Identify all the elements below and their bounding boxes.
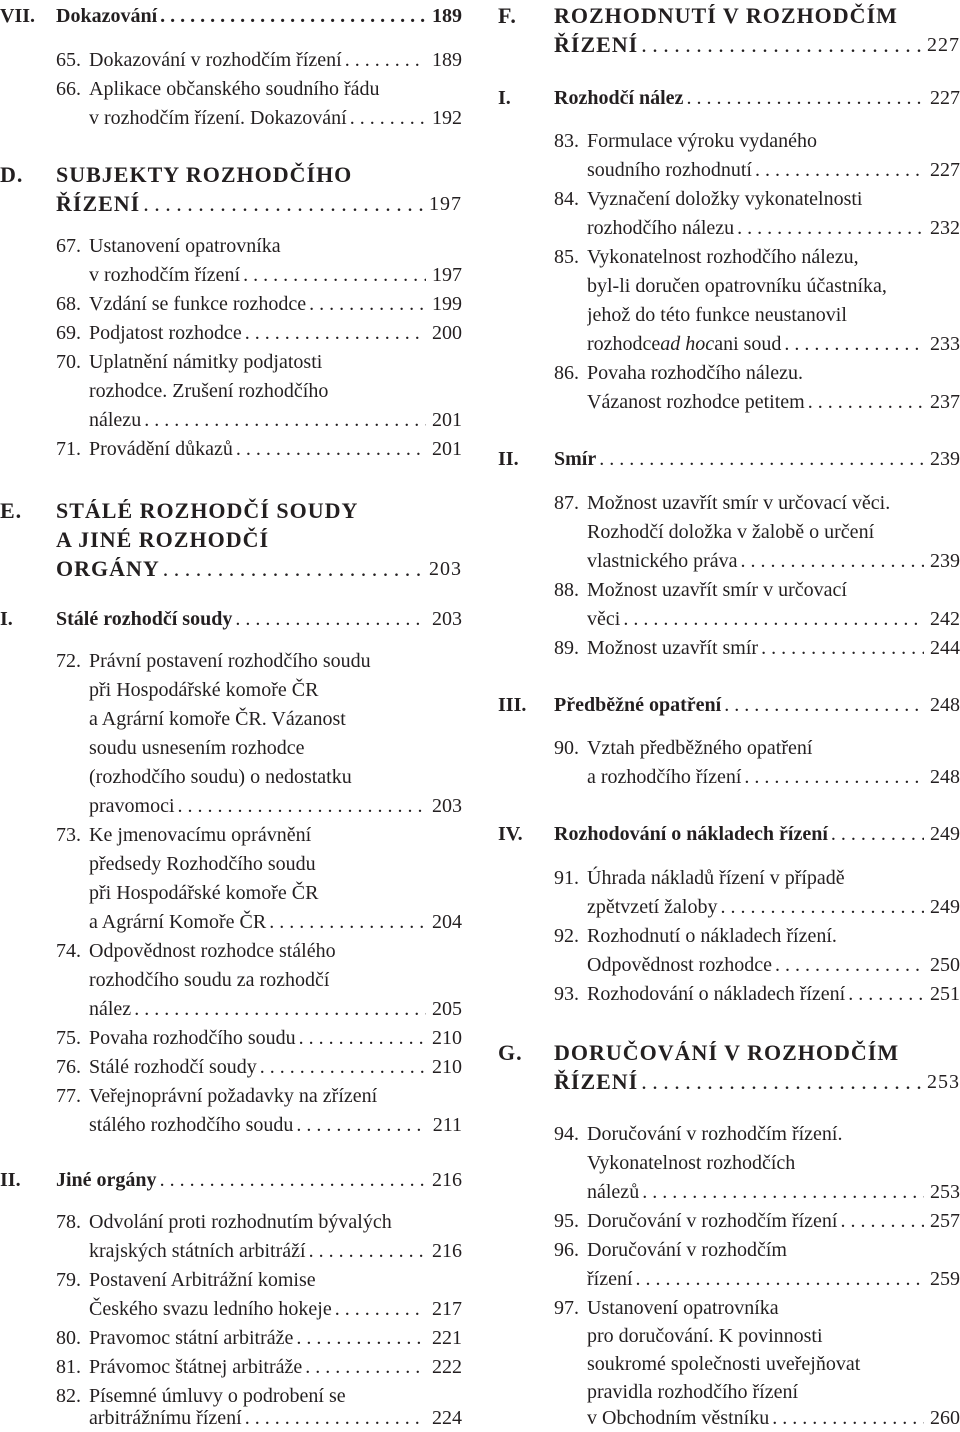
toc-entry[interactable]: 83. Formulace výroku vydaného — [554, 130, 817, 152]
toc-entry-cont[interactable]: nálezu . . . 201 — [0, 406, 462, 434]
toc-subsection[interactable]: III. Předběžné opatření . . . 248 — [498, 691, 960, 719]
toc-entry[interactable]: 72. Právní postavení rozhodčího soudu — [56, 650, 371, 672]
toc-entry[interactable]: 70. Uplatnění námitky podjatosti — [56, 351, 323, 373]
toc-entry[interactable]: 75. Povaha rozhodčího soudu . . . 210 — [0, 1024, 462, 1052]
toc-entry[interactable]: 97. Ustanovení opatrovníka — [554, 1297, 779, 1319]
toc-entry[interactable]: 80. Pravomoc státní arbitráže . . . 221 — [0, 1324, 462, 1352]
toc-entry[interactable]: 78. Odvolání proti rozhodnutím bývalých — [56, 1211, 392, 1233]
toc-entry-cont[interactable]: a Agrární Komoře ČR . . . 204 — [0, 908, 462, 936]
toc-subsection[interactable]: I. Rozhodčí nález . . . 227 — [498, 84, 960, 112]
toc-entry-cont[interactable]: Rozhodčí doložka v žalobě o určení — [587, 521, 875, 543]
toc-entry-cont[interactable]: řízení . . . 259 — [498, 1265, 960, 1293]
toc-entry[interactable]: 82. Písemné úmluvy o podrobení se — [56, 1385, 346, 1407]
toc-entry[interactable]: 87. Možnost uzavřít smír v určovací věci. — [554, 492, 891, 514]
toc-entry[interactable]: 66. Aplikace občanského soudního řádu — [56, 78, 380, 100]
toc-entry-cont[interactable]: rozhodčího soudu za rozhodčí — [89, 969, 330, 991]
toc-entry-cont[interactable]: soudního rozhodnutí . . . 227 — [498, 156, 960, 184]
toc-entry[interactable]: 71. Provádění důkazů . . . 201 — [0, 435, 462, 463]
toc-subsection[interactable]: II. Smír . . . 239 — [498, 445, 960, 473]
toc-entry-cont[interactable]: Českého svazu ledního hokeje . . . 217 — [0, 1295, 462, 1323]
toc-subsection[interactable]: I. Stálé rozhodčí soudy . . . 203 — [0, 605, 462, 633]
toc-entry-cont[interactable]: Odpovědnost rozhodce . . . 250 — [498, 951, 960, 979]
toc-entry-cont[interactable]: byl-li doručen opatrovníku účastníka, — [587, 275, 887, 297]
toc-entry[interactable]: 76. Stálé rozhodčí soudy . . . 210 — [0, 1053, 462, 1081]
toc-entry[interactable]: 67. Ustanovení opatrovníka — [56, 235, 281, 257]
toc-entry-cont[interactable]: nálezů . . . 253 — [498, 1178, 960, 1206]
toc-entry[interactable]: 81. Právomoc štátnej arbitráže . . . 222 — [0, 1353, 462, 1381]
toc-entry-cont[interactable]: a rozhodčího řízení . . . 248 — [498, 763, 960, 791]
toc-entry-cont[interactable]: Vykonatelnost rozhodčích — [587, 1152, 796, 1174]
toc-entry-cont[interactable]: arbitrážnímu řízení . . . 224 — [0, 1404, 462, 1432]
toc-entry-cont[interactable]: rozhodčího nálezu . . . 232 — [498, 214, 960, 242]
toc-entry[interactable]: 92. Rozhodnutí o nákladech řízení. — [554, 925, 837, 947]
toc-subsection[interactable]: IV. Rozhodování o nákladech řízení . . . 249 — [498, 820, 960, 848]
toc-entry-cont[interactable]: při Hospodářské komoře ČR — [89, 679, 319, 701]
toc-entry-cont[interactable]: jehož do této funkce neustanovil — [587, 304, 847, 326]
toc-entry[interactable]: 79. Postavení Arbitrážní komise — [56, 1269, 316, 1291]
toc-entry-cont[interactable]: krajských státních arbitráží . . . 216 — [0, 1237, 462, 1265]
toc-entry-cont[interactable]: soudu usnesením rozhodce — [89, 737, 305, 759]
toc-entry[interactable]: 89. Možnost uzavřít smír . . . 244 — [498, 634, 960, 662]
toc-entry-cont[interactable]: pravomoci . . . 203 — [0, 792, 462, 820]
toc-chapter[interactable]: VII. Dokazování . . . 189 — [0, 2, 462, 30]
toc-entry[interactable]: 74. Odpovědnost rozhodce stálého — [56, 940, 336, 962]
toc-entry-cont[interactable]: a Agrární komoře ČR. Vázanost — [89, 708, 346, 730]
toc-entry-cont[interactable]: rozhodce ad hoc ani soud . . . 233 — [498, 330, 960, 358]
toc-entry-cont[interactable]: vlastnického práva . . . 239 — [498, 547, 960, 575]
toc-section-heading[interactable]: ORGÁNY . . . 203 — [0, 555, 462, 583]
toc-entry-cont[interactable]: zpětvzetí žaloby . . . 249 — [498, 893, 960, 921]
toc-entry[interactable]: 95. Doručování v rozhodčím řízení . . . 257 — [498, 1207, 960, 1235]
toc-section-heading[interactable]: A JINÉ ROZHODČÍ — [56, 527, 270, 552]
toc-section-heading[interactable]: E. STÁLÉ ROZHODČÍ SOUDY — [0, 498, 359, 523]
toc-section-heading[interactable]: ŘÍZENÍ . . . 197 — [0, 190, 462, 218]
toc-entry-cont[interactable]: v Obchodním věstníku . . . 260 — [498, 1404, 960, 1432]
toc-section-heading[interactable]: ŘÍZENÍ . . . 253 — [498, 1068, 960, 1096]
toc-entry-cont[interactable]: stálého rozhodčího soudu . . . 211 — [0, 1111, 462, 1139]
toc-section-heading[interactable]: G. DORUČOVÁNÍ V ROZHODČÍM — [498, 1040, 900, 1065]
toc-entry-cont[interactable]: v rozhodčím řízení . . . 197 — [0, 261, 462, 289]
toc-entry-cont[interactable]: Vázanost rozhodce petitem . . . 237 — [498, 388, 960, 416]
toc-entry[interactable]: 65. Dokazování v rozhodčím řízení . . . 189 — [0, 46, 462, 74]
toc-entry-cont[interactable]: v rozhodčím řízení. Dokazování . . . 192 — [0, 104, 462, 132]
toc-entry-cont[interactable]: nález . . . 205 — [0, 995, 462, 1023]
toc-entry[interactable]: 88. Možnost uzavřít smír v určovací — [554, 579, 847, 601]
toc-entry[interactable]: 77. Veřejnoprávní požadavky na zřízení — [56, 1085, 378, 1107]
toc-entry[interactable]: 69. Podjatost rozhodce . . . 200 — [0, 319, 462, 347]
toc-entry[interactable]: 68. Vzdání se funkce rozhodce . . . 199 — [0, 290, 462, 318]
toc-entry[interactable]: 93. Rozhodování o nákladech řízení . . . 251 — [498, 980, 960, 1008]
toc-entry-cont[interactable]: pravidla rozhodčího řízení — [587, 1381, 799, 1403]
toc-entry-cont[interactable]: (rozhodčího soudu) o nedostatku — [89, 766, 352, 788]
toc-section-heading[interactable]: D. SUBJEKTY ROZHODČÍHO — [0, 162, 353, 187]
toc-entry[interactable]: 91. Úhrada nákladů řízení v případě — [554, 867, 845, 889]
toc-entry-cont[interactable]: pro doručování. K povinnosti — [587, 1325, 823, 1347]
toc-entry[interactable]: 94. Doručování v rozhodčím řízení. — [554, 1123, 843, 1145]
toc-entry[interactable]: 84. Vyznačení doložky vykonatelnosti — [554, 188, 863, 210]
toc-entry[interactable]: 90. Vztah předběžného opatření — [554, 737, 813, 759]
toc-entry[interactable]: 96. Doručování v rozhodčím — [554, 1239, 787, 1261]
toc-entry-cont[interactable]: rozhodce. Zrušení rozhodčího — [89, 380, 329, 402]
toc-entry[interactable]: 86. Povaha rozhodčího nálezu. — [554, 362, 804, 384]
toc-subsection[interactable]: II. Jiné orgány . . . 216 — [0, 1166, 462, 1194]
toc-entry[interactable]: 73. Ke jmenovacímu oprávnění — [56, 824, 312, 846]
toc-entry-cont[interactable]: při Hospodářské komoře ČR — [89, 882, 319, 904]
toc-entry[interactable]: 85. Vykonatelnost rozhodčího nálezu, — [554, 246, 859, 268]
toc-section-heading[interactable]: ŘÍZENÍ . . . 227 — [498, 31, 960, 59]
toc-entry-cont[interactable]: věci . . . 242 — [498, 605, 960, 633]
toc-section-heading[interactable]: F. ROZHODNUTÍ V ROZHODČÍM — [498, 3, 898, 28]
toc-entry-cont[interactable]: soukromé společnosti uveřejňovat — [587, 1353, 861, 1375]
toc-entry-cont[interactable]: předsedy Rozhodčího soudu — [89, 853, 316, 875]
